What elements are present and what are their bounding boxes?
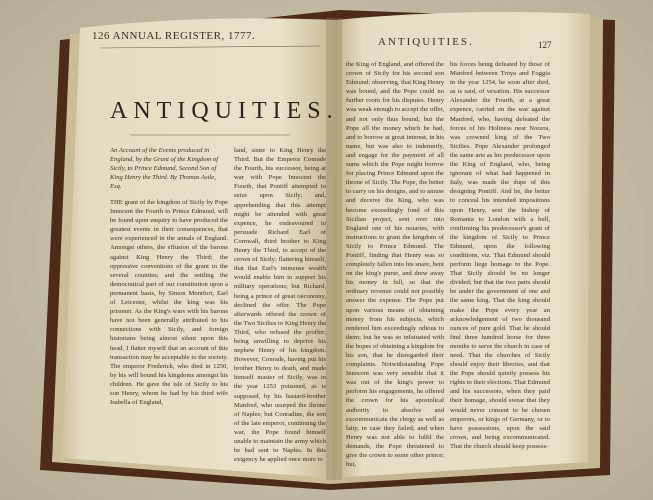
left-page-header: 126 ANNUAL REGISTER, 1777. bbox=[92, 30, 256, 42]
left-column-2: land, sister to King Henry the Third. But the Emperor Conrade the Fourth, his successor, being at war with Pope Innocent the Fourth, that Pontiff attempted to seize upon Sicily; and, apprehending that this attempt might be attended with great expence, he endeavoured to persuade Richard Earl of Cornwall, third brother to King Henry the Third, to accept of the crown of Sicily; flattering himself, that that Earl's immense wealth would enable him to support his military operations; but Richard, being a prince of great oeconomy, declined the offer. The Pope afterwards offered the crown of the Two Sicilies to King Henry the Third, who refused the proffer; being unwilling to deprive his nephew Henry of his kingdom. However, Conrade, having put his brother Henry to death, and made himself master of Sicily, was in the year 1253 poisoned, as is supposed, by his bastard-brother Manfred, who usurped the throne of Naples; but Conradine, the son of the late emperor, continuing the war, the Pope found himself unable to maintain the army which he had sent to Naples. In this exigency he applied once more to bbox=[234, 147, 326, 464]
right-column-2: his forces being defeated by those of Manfred between Troya and Foggia in the year 1254, he soon after died, as is said, of vexation. His successor Alexander the Fourth, at a great expence, carried on the war against Manfred, who, having defeated the forces of his Holiness near Nocera, was crowned king of the Two Sicilies. Pope Alexander prolonged the same arts as his predecessor upon the King of England, who, being ignorant of what had happened in Italy, was made the dupe of this designing Pontiff. And he, the better to conceal his intended impositions upon Henry, sent the bishop of Romania to London with a bull, confirming his predecessor's grant of the kingdom of Sicily to Prince Edmund, upon the following conditions, viz. That Edmund should perform liege homage to the Pope. That Sicily should be no longer divided; but that the two parts should be under the government of one and the same king. That the king should make the Pope every year an acknowledgement of two thousand ounces of pure gold. That he should find three hundred horse for three months to serve the church in case of need. That the churches of Sicily should enjoy their liberties, and that the Pope should quietly possess his rights to their elections. That Edmund and his successors, when they paid their homage, should swear that they would never consent to be chosen emperors, or kings of Germany, or to have possessions, upon the said crown, and being excommunicated. That the church should keep possess- bbox=[450, 61, 550, 450]
gutter-shadow bbox=[326, 18, 342, 480]
section-title: ANTIQUITIES. bbox=[110, 98, 339, 124]
right-page-number: 127 bbox=[538, 40, 552, 50]
left-column-1: THE grant of the kingdom of Sicily by Pope Innocent the Fourth to Prince Edmund, will be found upon enquiry to have produced the greatest events in their consequences, that were experienced in the annals of England. Amongst others, the effusion of the barons against King Henry the Third; the oppressive conventions of the grant in the several counties; and the settling the democratical part of our constitution upon a permanent basis, by Simon Montfort, Earl of Leicester, whilst the king was his prisoner. As the King's wars with his barons have not been generally attributed to his connections with Sicily, and foreign historians being almost silent upon this head, I flatter myself that an account of this transaction may be acceptable to the society. The emperor Frederick, who died in 1250, by his will bound his kingdoms amongst his children. He gave the isle of Sicily to his son Henry, whom he had by his third wife Isabella of England, bbox=[110, 199, 228, 407]
right-column-1: the King of England, and offered the crown of Sicily for his second son Edmund; observing, that King Henry was bound, and the Pope could no further room for his disputes. Henry was weak enough to accept the offer, and not only thus bound, but the Pope all the money which he had, and to borrow at great interest, in his name, but was also to indemnify, and engage for the payment of all sums which the Pope might borrow for placing Prince Edmund upon the throne of Sicily. The Pope, the better to carry on his designs, and to amuse and deceive the King, who was become exceedingly fond of this Sicilian project, sent over into England one of his notaries, with instructions to grant the kingdom of Sicily to Prince Edmund. The Pontiff, finding that Henry was so completely fallen into his snare, bent on the king's purse, and drew away his money in full, so that the ordinary revenue could not possibly answer the expense. The Pope put upon various means of obtaining money from his subjects, which rendered him exceedingly odious to them; but he was so infatuated with the hopes of obtaining a kingdom for his son, that he disregarded their complaints. Notwithstanding Pope Innocent was very sensible that it was out of the king's power to perform his engagements, he offered the crown for his apostolical authority to absolve and excommunicate the clergy as well as laity, in case they failed; and when Henry was not able to fulfil the demands, the Pope threatened to give the crown to some other prince; but, bbox=[346, 61, 444, 469]
article-intro: An Account of the Events produced in England, by the Grant of the Kingdom of Sicily, to Prince Edmund, Second Son of King Henry the Third. By Thomas Astle, Esq. bbox=[110, 147, 219, 191]
right-page-header: ANTIQUITIES. bbox=[378, 36, 474, 48]
